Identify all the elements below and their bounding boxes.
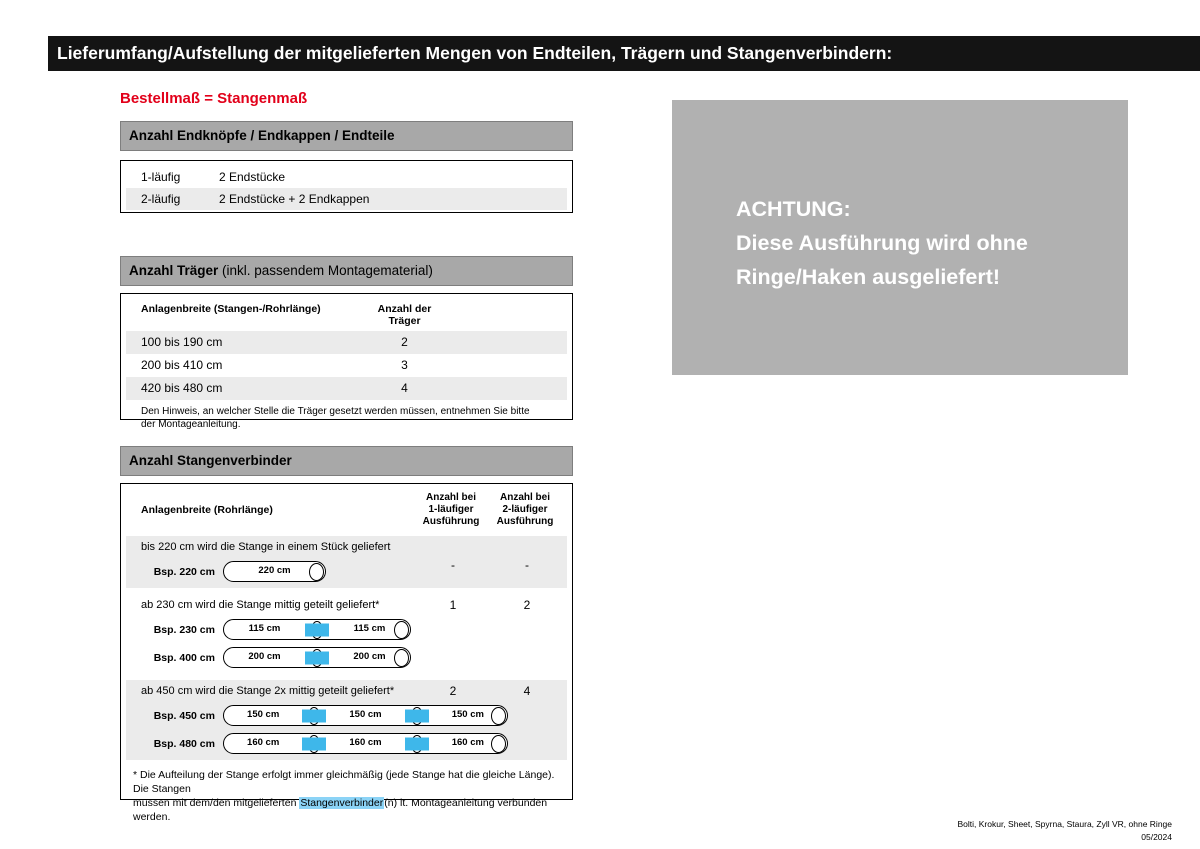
table-row — [126, 331, 567, 354]
warning-text — [672, 100, 1128, 294]
rod-segment-label: 160 cm — [451, 737, 484, 748]
footnote-line2 — [133, 796, 567, 824]
rod-graphic — [223, 705, 508, 726]
stangenverbinder-table-header — [126, 492, 567, 528]
column-header-line: Anzahl bei — [425, 492, 476, 503]
footer-date: 05/2024 — [1141, 832, 1172, 842]
verbinder-group-bis-220 — [126, 536, 567, 588]
row-count: 3 — [401, 358, 408, 372]
warning-box — [672, 100, 1128, 375]
row-label: 2-läufig — [141, 192, 181, 206]
title-bar — [48, 36, 1200, 71]
rod-example — [126, 733, 567, 754]
rod-junction — [405, 706, 429, 725]
footer-products: Bolti, Krokur, Sheet, Spyrna, Staura, Zyll VR, ohne Ringe — [957, 819, 1172, 829]
page-footer — [958, 818, 1173, 844]
rod-segment-label: 220 cm — [258, 565, 291, 576]
verbinder-group-ab-230 — [126, 594, 567, 674]
column-header-anlagenbreite: Anlagenbreite (Rohrlänge) — [141, 504, 273, 516]
rod-endcap-icon — [309, 563, 324, 581]
group-count-2laeufig: - — [525, 558, 529, 572]
group-count-1laeufig: 2 — [449, 684, 457, 698]
column-header-1laeufig — [419, 492, 483, 528]
rod-segment-label: 115 cm — [248, 623, 281, 634]
group-count-1laeufig: 1 — [449, 598, 457, 612]
rod-graphic — [223, 619, 411, 640]
group-count-2laeufig: 4 — [523, 684, 531, 698]
table-row — [126, 377, 567, 400]
rod-endcap-icon — [491, 707, 506, 725]
column-header-2laeufig — [493, 492, 557, 528]
rod-segment-label: 115 cm — [353, 623, 386, 634]
rod-segment-label: 160 cm — [349, 737, 382, 748]
rod-endcap-icon — [491, 735, 506, 753]
table-row — [126, 188, 567, 210]
column-header-anzahl-traeger: Anzahl der Träger — [377, 303, 432, 327]
rod-example — [126, 705, 567, 726]
traeger-note — [126, 405, 567, 431]
traeger-table-header — [126, 303, 567, 327]
row-range: 100 bis 190 cm — [141, 335, 223, 349]
rod-segment-label: 200 cm — [248, 651, 281, 662]
rod-junction — [405, 734, 429, 753]
rod-connector-icon — [405, 737, 429, 750]
rod-segment-label: 160 cm — [247, 737, 280, 748]
rod-segment-label: 150 cm — [451, 709, 484, 720]
row-range: 200 bis 410 cm — [141, 358, 223, 372]
rod-example — [126, 619, 567, 640]
column-header-line: Ausführung — [496, 516, 554, 527]
rod-connector-icon — [302, 709, 326, 722]
row-count: 2 — [401, 335, 408, 349]
group-heading: ab 230 cm wird die Stange mittig geteilt geliefert* — [141, 599, 380, 611]
spacer — [442, 377, 567, 400]
section-header-stangenverbinder — [120, 446, 573, 476]
section-header-traeger-bold: Anzahl Träger — [129, 263, 219, 278]
column-header-line: Anzahl bei — [499, 492, 550, 503]
rod-graphic — [223, 733, 508, 754]
rod-example-label: Bsp. 450 cm — [153, 709, 215, 722]
rod-graphic — [223, 647, 411, 668]
footnote-line2-post: (n) lt. Montageanleitung verbunden werden. — [133, 797, 548, 823]
section-header-traeger-normal: (inkl. passendem Montagematerial) — [218, 263, 433, 278]
rod-junction — [302, 734, 326, 753]
spacer — [442, 331, 567, 354]
table-row — [126, 354, 567, 377]
group-heading: bis 220 cm wird die Stange in einem Stück geliefert — [141, 541, 391, 553]
rod-example-label: Bsp. 220 cm — [153, 565, 215, 578]
spacer — [442, 354, 567, 377]
rod-example — [126, 647, 567, 668]
verbinder-group-ab-450 — [126, 680, 567, 760]
row-value: 2 Endstücke + 2 Endkappen — [219, 192, 370, 206]
warning-line2: Diese Ausführung wird ohne — [736, 231, 1028, 255]
group-heading: ab 450 cm wird die Stange 2x mittig geteilt geliefert* — [141, 685, 395, 697]
column-header-line: Ausführung — [422, 516, 480, 527]
section-header-stangenverbinder-label: Anzahl Stangenverbinder — [129, 453, 292, 468]
rod-connector-icon — [302, 737, 326, 750]
traeger-note-line1: Den Hinweis, an welcher Stelle die Träger gesetzt werden müssen, entnehmen Sie bitte — [141, 406, 530, 417]
footnote-line2-pre: müssen mit dem/den mitgelieferten — [133, 797, 300, 809]
table-row — [126, 166, 567, 188]
traeger-table — [120, 293, 573, 430]
row-label: 1-läufig — [141, 170, 181, 184]
warning-line1: ACHTUNG: — [736, 197, 851, 221]
rod-endcap-icon — [394, 621, 409, 639]
section-header-endteile — [120, 121, 573, 151]
endteile-table — [120, 160, 573, 213]
stangenverbinder-table — [120, 483, 573, 823]
traeger-note-line2: der Montageanleitung. — [141, 419, 241, 430]
rod-connector-icon — [305, 651, 329, 664]
rod-graphic — [223, 561, 326, 582]
rod-segment-label: 150 cm — [349, 709, 382, 720]
section-header-traeger — [120, 256, 573, 286]
section-header-endteile-label: Anzahl Endknöpfe / Endkappen / Endteile — [129, 128, 395, 143]
row-value: 2 Endstücke — [219, 170, 286, 184]
group-count-2laeufig: 2 — [523, 598, 531, 612]
column-header-anlagenbreite: Anlagenbreite (Stangen-/Rohrlänge) — [141, 303, 321, 315]
footnote-line1: * Die Aufteilung der Stange erfolgt immer gleichmäßig (jede Stange hat die gleiche Länge). Die Stangen — [133, 769, 555, 795]
row-range: 420 bis 480 cm — [141, 381, 223, 395]
column-header-line: 2-läufiger — [502, 504, 548, 515]
rod-segment-label: 150 cm — [247, 709, 280, 720]
group-count-1laeufig: - — [451, 558, 455, 572]
rod-connector-icon — [305, 623, 329, 636]
rod-junction — [305, 620, 329, 639]
rod-segment-label: 200 cm — [353, 651, 386, 662]
rod-example-label: Bsp. 400 cm — [153, 651, 215, 664]
column-header-line: 1-läufiger — [428, 504, 474, 515]
rod-junction — [302, 706, 326, 725]
rod-endcap-icon — [394, 649, 409, 667]
rod-connector-icon — [405, 709, 429, 722]
rod-example-label: Bsp. 480 cm — [153, 737, 215, 750]
warning-line3: Ringe/Haken ausgeliefert! — [736, 265, 1001, 289]
footnote-highlight: Stangenverbinder — [300, 797, 384, 809]
order-note: Bestellmaß = Stangenmaß — [120, 90, 308, 107]
rod-junction — [305, 648, 329, 667]
row-count: 4 — [401, 381, 408, 395]
rod-example-label: Bsp. 230 cm — [153, 623, 215, 636]
page-title: Lieferumfang/Aufstellung der mitgelieferten Mengen von Endteilen, Trägern und Stangenverbindern: — [57, 43, 893, 63]
verbinder-footnote — [126, 768, 567, 824]
spacer — [442, 303, 567, 327]
